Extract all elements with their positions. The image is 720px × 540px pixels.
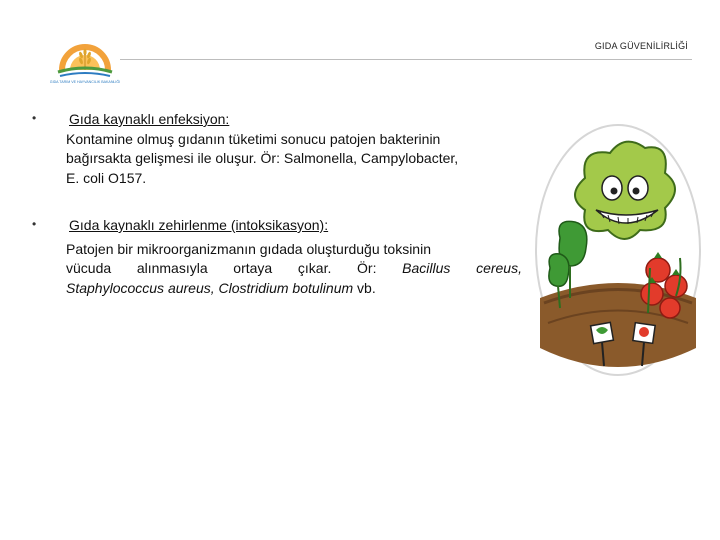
bullet-text-line: Patojen bir mikroorganizmanın gıdada oluşturduğu toksinin [66, 240, 431, 257]
organism-name: Staphylococcus aureus, Clostridium botulinum [66, 279, 354, 296]
bullet-text-line: bağırsakta gelişmesi ile oluşur. Ör: Salmonella, Campylobacter, [66, 150, 459, 166]
bullet-text-line: Kontamine olmuş gıdanın tüketimi sonucu patojen bakterinin [66, 130, 441, 147]
organism-name: Bacillus cereus, [402, 260, 522, 276]
bullet-text-line: E. coli O157. [66, 169, 147, 186]
bullet-text-line [66, 259, 522, 279]
header-divider [120, 59, 692, 60]
sunrise-wheat-logo [50, 30, 120, 90]
page-header-title: GIDA GÜVENİLİRLİĞİ [594, 41, 688, 51]
bullet-text-line [66, 279, 522, 299]
logo-text: GIDA TARIM VE HAYVANCILIK BAKANLIĞI [50, 80, 120, 84]
bullet-heading: Gıda kaynaklı zehirlenme (intoksikasyon): [69, 217, 329, 233]
bullet-text-fragment: vücuda alınmasıyla ortaya çıkar. Ör: [66, 260, 403, 276]
bullet-text-fragment: vb. [353, 279, 376, 296]
bullet-item [32, 110, 522, 188]
bullet-heading: Gıda kaynaklı enfeksiyon: [69, 111, 230, 127]
cartoon-bacteria-garden-icon [530, 118, 702, 380]
bullet-marker: • [32, 111, 37, 125]
bullet-marker: • [32, 217, 37, 231]
bullet-item [32, 216, 522, 298]
